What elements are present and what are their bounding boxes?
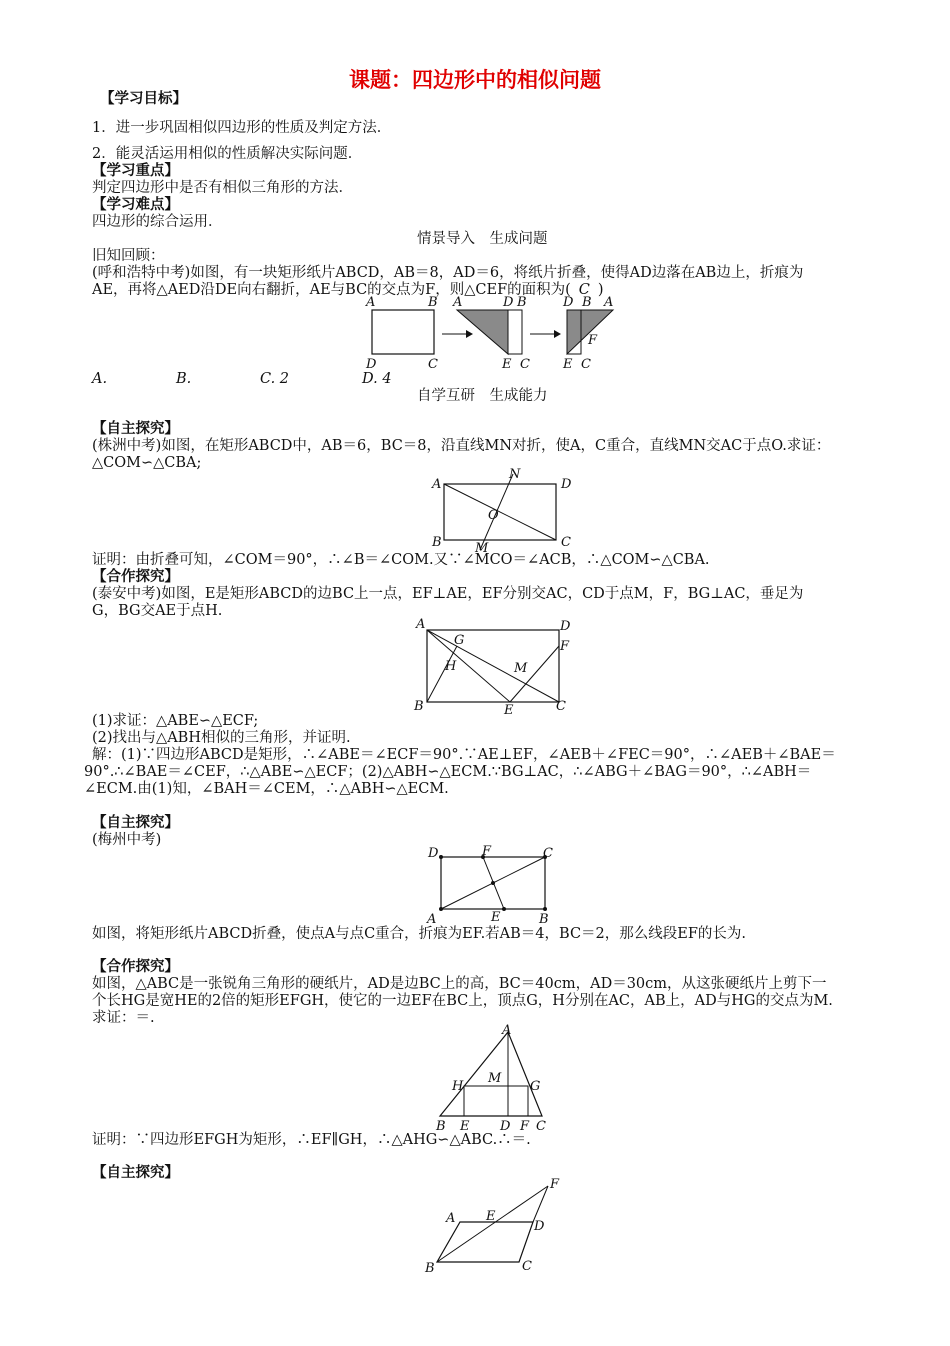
svg-text:B: B — [425, 1261, 435, 1276]
svg-text:E: E — [491, 910, 501, 925]
svg-text:A: A — [453, 296, 463, 310]
ex2-q2: (2)找出与△ABH相似的三角形，并证明. — [92, 730, 351, 746]
svg-text:A: A — [366, 296, 376, 310]
svg-text:E: E — [563, 357, 573, 372]
ex2-line-1: (泰安中考)如图，E是矩形ABCD的边BC上一点，EF⊥AE，EF分别交AC，CD于点M，F，BG⊥AC，垂足为 — [92, 586, 804, 602]
rect-e-figure — [410, 616, 580, 716]
svg-text:A: A — [604, 296, 614, 310]
option-a: A. — [92, 371, 108, 387]
svg-text:E: E — [486, 1209, 496, 1224]
key-point-text: 判定四边形中是否有相似三角形的方法． — [92, 180, 353, 196]
svg-text:A: A — [432, 477, 442, 492]
review-line-1: (呼和浩特中考)如图，有一块矩形纸片ABCD，AB＝8，AD＝6，将纸片折叠，使得AD边落在AB边上，折痕为 — [92, 265, 804, 281]
svg-text:C: C — [581, 357, 591, 372]
ex4-line-3: 求证：＝. — [92, 1010, 155, 1026]
ex2-sol-2: 90°.∴∠BAE＝∠CEF，∴△ABE∽△ECF；(2)△ABH∽△ECM.∵BG⊥AC，∴∠ABG＋∠BAG＝90°，∴∠ABH＝ — [84, 764, 812, 780]
svg-text:D: D — [560, 619, 571, 634]
objective-2: 2．能灵活运用相似的性质解决实际问题． — [92, 146, 363, 162]
review-answer: C — [578, 282, 590, 298]
ex2-sol-3: ∠ECM.由(1)知，∠BAH＝∠CEM，∴△ABH∽△ECM. — [84, 781, 449, 797]
svg-text:B: B — [582, 296, 592, 310]
svg-text:F: F — [482, 844, 492, 859]
difficulty-header: 【学习难点】 — [92, 196, 179, 213]
ex5-header: 【自主探究】 — [92, 1164, 179, 1181]
svg-text:C: C — [520, 357, 530, 372]
svg-text:B: B — [436, 1119, 446, 1132]
svg-text:C: C — [556, 699, 566, 714]
svg-text:B: B — [517, 296, 527, 310]
svg-text:D: D — [503, 296, 514, 310]
svg-text:C: C — [522, 1259, 532, 1274]
svg-text:A: A — [427, 912, 437, 927]
svg-text:N: N — [509, 467, 521, 482]
mn-figure — [425, 466, 575, 554]
svg-text:B: B — [428, 296, 438, 310]
review-label: 旧知回顾： — [92, 248, 165, 264]
svg-text:M: M — [514, 661, 528, 676]
objective-1: 1．进一步巩固相似四边形的性质及判定方法． — [92, 120, 392, 136]
svg-text:G: G — [530, 1079, 541, 1094]
ex4-header: 【合作探究】 — [92, 958, 179, 975]
ex2-header: 【合作探究】 — [92, 568, 179, 585]
svg-text:G: G — [454, 633, 465, 648]
svg-text:H: H — [452, 1079, 464, 1094]
svg-text:B: B — [539, 912, 549, 927]
svg-text:A: A — [446, 1211, 456, 1226]
svg-text:D: D — [500, 1119, 511, 1132]
ex4-line-1: 如图，△ABC是一张锐角三角形的硬纸片，AD是边BC上的高，BC＝40cm，AD＝30cm，从这张硬纸片上剪下一 — [92, 976, 827, 992]
fold-figure — [360, 296, 650, 376]
svg-text:C: C — [428, 357, 438, 372]
difficulty-text: 四边形的综合运用． — [92, 214, 223, 230]
ex1-line-1: (株洲中考)如图，在矩形ABCD中，AB＝6，BC＝8，沿直线MN对折，使A，C重合，直线MN交AC于点O.求证： — [92, 438, 831, 454]
svg-text:C: C — [543, 846, 553, 861]
ex2-line-2: G，BG交AE于点H. — [92, 603, 223, 619]
svg-text:M: M — [488, 1071, 502, 1086]
svg-text:B: B — [414, 699, 424, 714]
option-b: B. — [176, 371, 192, 387]
svg-text:D: D — [534, 1219, 545, 1234]
svg-text:F: F — [588, 333, 598, 348]
svg-text:D: D — [428, 846, 439, 861]
svg-text:E: E — [460, 1119, 470, 1132]
svg-text:F: F — [550, 1177, 560, 1192]
svg-text:H: H — [445, 659, 457, 674]
key-point-header: 【学习重点】 — [92, 162, 179, 179]
option-d: D. 4 — [362, 371, 392, 387]
svg-text:F: F — [560, 639, 570, 654]
review-question: AE，再将△AED沿DE向右翻折，AE与BC的交点为F，则△CEF的面积为( — [92, 282, 571, 298]
triangle-figure — [430, 1022, 550, 1132]
ex1-header: 【自主探究】 — [92, 420, 179, 437]
mz-figure — [424, 843, 564, 927]
svg-text:D: D — [563, 296, 574, 310]
svg-text:D: D — [366, 357, 377, 372]
svg-text:E: E — [502, 357, 512, 372]
svg-text:B: B — [432, 535, 442, 550]
svg-text:A: A — [502, 1023, 512, 1038]
parallelogram-figure — [420, 1176, 570, 1276]
svg-text:C: C — [536, 1119, 546, 1132]
ex1-line-2: △COM∽△CBA; — [92, 455, 202, 471]
svg-text:F: F — [520, 1119, 530, 1132]
ex3-header: 【自主探究】 — [92, 814, 179, 831]
svg-text:A: A — [416, 617, 426, 632]
option-c: C. 2 — [260, 371, 290, 387]
ex1-proof: 证明：由折叠可知，∠COM＝90°，∴∠B＝∠COM.又∵∠MCO＝∠ACB，∴△COM∽△CBA. — [92, 552, 710, 568]
ex3-text: 如图，将矩形纸片ABCD折叠，使点A与点C重合，折痕为EF.若AB＝4，BC＝2，那么线段EF的长为. — [92, 926, 747, 942]
svg-text:D: D — [561, 477, 572, 492]
svg-text:E: E — [504, 703, 514, 716]
objectives-header: 【学习目标】 — [100, 90, 187, 107]
svg-text:C: C — [561, 535, 571, 550]
ex2-sol-1: 解：(1)∵四边形ABCD是矩形，∴∠ABE＝∠ECF＝90°.∵AE⊥EF，∠AEB＋∠FEC＝90°，∴∠AEB＋∠BAE＝ — [92, 747, 836, 763]
ex4-proof: 证明：∵四边形EFGH为矩形，∴EF∥GH，∴△AHG∽△ABC.∴＝. — [92, 1132, 531, 1148]
svg-text:O: O — [488, 508, 499, 523]
review-close: ) — [597, 282, 604, 298]
section-heading-1: 情景导入 生成问题 — [417, 231, 548, 247]
ex2-q1: (1)求证：△ABE∽△ECF; — [92, 713, 259, 729]
ex3-source: (梅州中考) — [92, 832, 162, 848]
section-heading-2: 自学互研 生成能力 — [417, 388, 548, 404]
ex4-line-2: 个长HG是宽HE的2倍的矩形EFGH，使它的一边EF在BC上，顶点G，H分别在AC，AB上，AD与HG的交点为M. — [92, 993, 833, 1009]
page-title: 课题：四边形中的相似问题 — [349, 68, 601, 92]
svg-text:M: M — [475, 541, 489, 554]
